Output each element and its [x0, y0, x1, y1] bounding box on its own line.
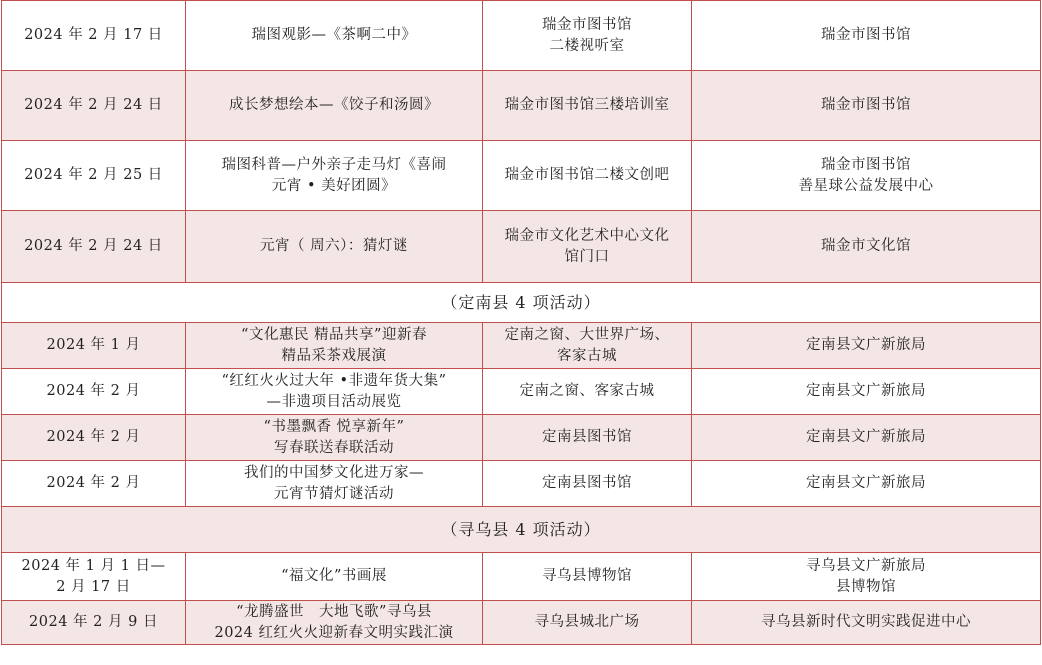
place-cell: 定南县图书馆 [483, 415, 692, 461]
activity-cell: 我们的中国梦文化进万家— 元宵节猜灯谜活动 [186, 461, 483, 507]
date-cell: 2024 年 2 月 24 日 [2, 211, 186, 283]
table-row [2, 461, 1041, 507]
place-cell: 定南县图书馆 [483, 461, 692, 507]
table-row [2, 553, 1041, 601]
activity-cell: 成长梦想绘本—《饺子和汤圆》 [186, 71, 483, 141]
organizer-cell: 瑞金市图书馆 [692, 1, 1041, 71]
date-cell: 2024 年 2 月 24 日 [2, 71, 186, 141]
date-cell: 2024 年 2 月 25 日 [2, 141, 186, 211]
place-cell: 瑞金市文化艺术中心文化 馆门口 [483, 211, 692, 283]
date-cell: 2024 年 2 月 [2, 461, 186, 507]
table-row [2, 1, 1041, 71]
organizer-cell: 定南县文广新旅局 [692, 323, 1041, 369]
date-cell: 2024 年 2 月 9 日 [2, 601, 186, 645]
activity-cell: 元宵（ 周六）：猜灯谜 [186, 211, 483, 283]
activity-cell: “文化惠民 精品共享”迎新春 精品采茶戏展演 [186, 323, 483, 369]
organizer-cell: 瑞金市文化馆 [692, 211, 1041, 283]
organizer-cell: 瑞金市图书馆 [692, 71, 1041, 141]
section-row [2, 507, 1041, 553]
date-cell: 2024 年 2 月 [2, 415, 186, 461]
activity-cell: “龙腾盛世 大地飞歌”寻乌县 2024 红红火火迎新春文明实践汇演 [186, 601, 483, 645]
organizer-cell: 定南县文广新旅局 [692, 369, 1041, 415]
date-cell: 2024 年 1 月 1 日— 2 月 17 日 [2, 553, 186, 601]
table-row [2, 71, 1041, 141]
place-cell: 瑞金市图书馆 二楼视听室 [483, 1, 692, 71]
place-cell: 瑞金市图书馆三楼培训室 [483, 71, 692, 141]
organizer-cell: 瑞金市图书馆 善星球公益发展中心 [692, 141, 1041, 211]
place-cell: 寻乌县城北广场 [483, 601, 692, 645]
organizer-cell: 寻乌县新时代文明实践促进中心 [692, 601, 1041, 645]
activity-table [1, 0, 1041, 645]
section-heading-dingnan: （定南县 4 项活动） [2, 283, 1041, 323]
section-row [2, 283, 1041, 323]
place-cell: 瑞金市图书馆二楼文创吧 [483, 141, 692, 211]
table-row [2, 141, 1041, 211]
activity-cell: “福文化”书画展 [186, 553, 483, 601]
activity-cell: 瑞图科普—户外亲子走马灯《喜闹 元宵 • 美好团圆》 [186, 141, 483, 211]
organizer-cell: 寻乌县文广新旅局 县博物馆 [692, 553, 1041, 601]
place-cell: 定南之窗、大世界广场、 客家古城 [483, 323, 692, 369]
activity-cell: “红红火火过大年 •非遗年货大集” —非遗项目活动展览 [186, 369, 483, 415]
place-cell: 定南之窗、客家古城 [483, 369, 692, 415]
table-row [2, 323, 1041, 369]
activity-cell: 瑞图观影—《茶啊二中》 [186, 1, 483, 71]
table-row [2, 211, 1041, 283]
section-heading-xunwu: （寻乌县 4 项活动） [2, 507, 1041, 553]
table-row [2, 601, 1041, 645]
table-row [2, 415, 1041, 461]
date-cell: 2024 年 2 月 17 日 [2, 1, 186, 71]
organizer-cell: 定南县文广新旅局 [692, 415, 1041, 461]
organizer-cell: 定南县文广新旅局 [692, 461, 1041, 507]
date-cell: 2024 年 1 月 [2, 323, 186, 369]
place-cell: 寻乌县博物馆 [483, 553, 692, 601]
activity-cell: “书墨飘香 悦享新年” 写春联送春联活动 [186, 415, 483, 461]
table-row [2, 369, 1041, 415]
date-cell: 2024 年 2 月 [2, 369, 186, 415]
